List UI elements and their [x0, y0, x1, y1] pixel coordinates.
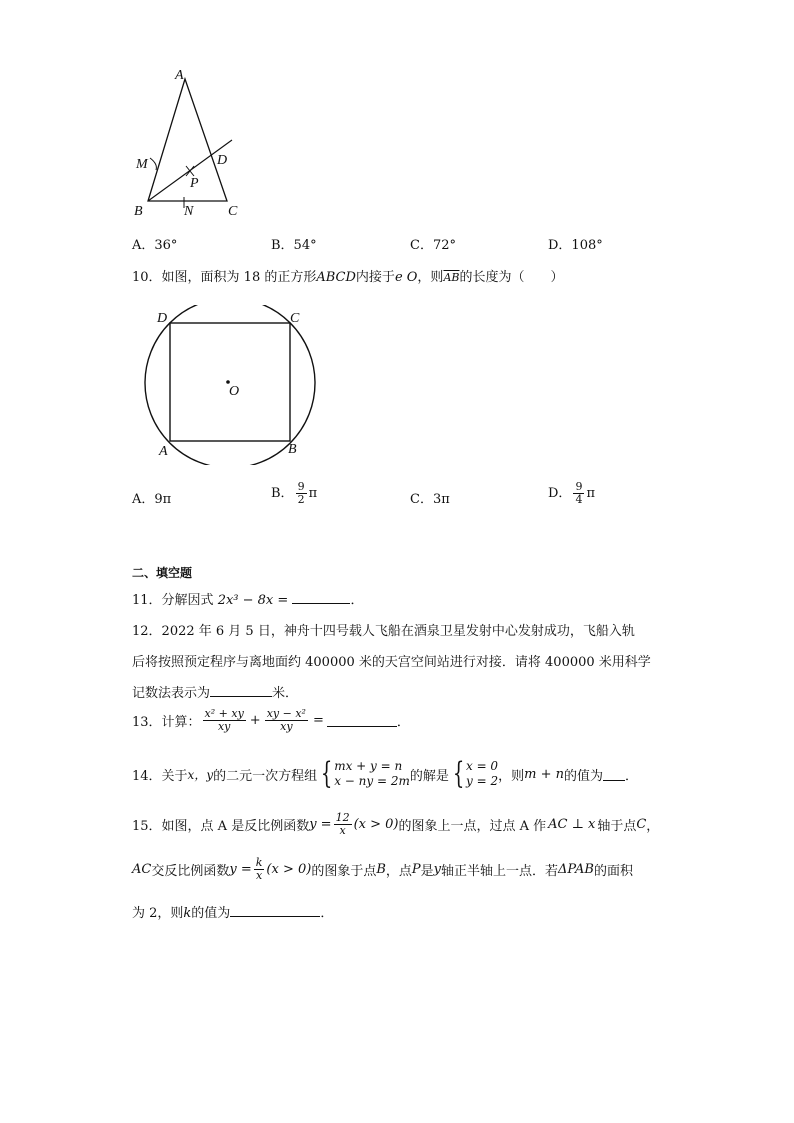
q14-mid: 的二元一次方程组 — [213, 768, 318, 784]
q10-option-d-pi: π — [586, 486, 595, 501]
q14-system-eq1: mx + y = n — [334, 759, 403, 773]
q14-vars: x，y — [187, 767, 214, 782]
arc-p — [186, 166, 194, 176]
label-a: A — [159, 444, 168, 459]
frac-num: 12 — [335, 811, 350, 824]
q11-prefix: 11．分解因式 — [132, 593, 214, 608]
q15-l3-a: 为 2，则 — [132, 906, 184, 921]
q14-end: ． — [624, 768, 638, 784]
q15-l3-end: ． — [320, 906, 334, 921]
q15-l2-triangle: ΔPAB — [558, 862, 594, 877]
q10-option-b[interactable] — [271, 481, 317, 506]
q14 — [132, 756, 638, 791]
q13-prefix: 13．计算： — [132, 715, 201, 730]
q15-l2-b: 的图象于点 — [311, 864, 377, 879]
q15-l1-fn: y = — [309, 817, 332, 832]
q15-line2 — [132, 857, 633, 882]
q13-equals: = — [312, 713, 324, 728]
q9-option-a[interactable]: A．36° — [132, 238, 178, 253]
q12-line3-suffix: 米． — [272, 686, 299, 701]
q15-l2-cond: (x > 0) — [266, 862, 312, 877]
frac-num: 9 — [575, 480, 583, 493]
q15-l2-fraction — [254, 857, 265, 882]
q11 — [132, 589, 363, 608]
q13-plus: + — [249, 713, 261, 728]
q15-l1-a: 15．如图，点 A 是反比例函数 — [132, 819, 310, 834]
q15-l2-y: y — [433, 862, 442, 877]
q15-l3-b: 的值为 — [191, 906, 231, 921]
q10-stem-circle: e O — [394, 270, 418, 285]
q12-line3 — [132, 682, 298, 701]
q14-system: { mx + y = n x − ny = 2m — [320, 756, 410, 791]
q11-answer-blank[interactable] — [292, 591, 350, 604]
q10-option-b-prefix: B． — [271, 486, 294, 501]
q13-answer-blank[interactable] — [327, 714, 397, 727]
label-c: C — [290, 311, 300, 326]
q10-stem-mid: 内接于 — [355, 270, 395, 285]
q15-l1-fraction — [334, 812, 352, 837]
q14-solution: { x = 0 y = 2 — [452, 756, 499, 791]
q9-option-c[interactable]: C．72° — [410, 238, 456, 253]
label-b: B — [134, 204, 143, 219]
q9-triangle-figure — [128, 64, 248, 224]
label-o: O — [229, 384, 240, 399]
q15-l2-a: 交反比例函数 — [151, 864, 230, 879]
label-c: C — [228, 204, 238, 219]
q14-prefix: 14．关于 — [132, 768, 188, 784]
q14-solution-text: 的解是 — [409, 768, 449, 784]
square-abcd — [170, 323, 290, 441]
frac-num: xy − x² — [266, 707, 306, 720]
q12-line1: 12．2022 年 6 月 5 日，神舟十四号载人飞船在酒泉卫星发射中心发射成功，飞船入轨 — [132, 624, 635, 639]
q12-answer-blank[interactable] — [210, 684, 272, 697]
q14-system-eq2: x − ny = 2m — [334, 774, 410, 788]
q10-stem-prefix: 10．如图，面积为 18 的正方形 — [132, 270, 317, 285]
q15-l2-e: 轴正半轴上一点．若 — [441, 864, 559, 879]
q14-tail: 的值为 — [563, 768, 603, 784]
label-a: A — [175, 68, 184, 83]
q14-solution-x: x = 0 — [465, 759, 499, 773]
q15-l1-b: 的图象上一点，过点 A 作 — [398, 819, 547, 834]
q10-stem-then: ，则 — [417, 270, 444, 285]
label-m: M — [136, 157, 148, 172]
q9-option-d[interactable]: D．108° — [548, 238, 603, 253]
q15-line3 — [132, 902, 333, 921]
q14-then: ，则 — [498, 768, 525, 784]
q14-answer-blank[interactable] — [603, 768, 625, 781]
label-d: D — [157, 311, 168, 326]
frac-num: k — [255, 856, 263, 869]
q15-l2-d: 是 — [420, 864, 434, 879]
q12-line2: 后将按照预定程序与离地面约 400000 米的天宫空间站进行对接．请将 400000 米用科学 — [132, 655, 651, 670]
q10-stem — [132, 266, 563, 285]
q15-l2-f: 的面积 — [593, 864, 633, 879]
q15-l1-cond: (x > 0) — [353, 817, 399, 832]
q10-option-d-prefix: D． — [548, 486, 572, 501]
frac-den: x — [339, 824, 346, 837]
q15-l2-point-b: B — [376, 862, 386, 877]
q9-option-b[interactable]: B．54° — [271, 238, 317, 253]
label-n: N — [184, 204, 194, 219]
q14-expr: m + n — [524, 766, 564, 782]
q15-l2-c: ，点 — [385, 864, 412, 879]
q10-option-b-pi: π — [308, 486, 318, 501]
frac-den: 2 — [297, 493, 305, 506]
frac-num: 9 — [297, 480, 305, 493]
q13 — [132, 708, 410, 733]
arc-m — [150, 158, 156, 170]
q11-suffix: ． — [350, 593, 364, 608]
q15-l1-point-c: C — [636, 817, 647, 832]
q14-solution-y: y = 2 — [465, 774, 499, 788]
q10-option-d[interactable] — [548, 481, 595, 506]
frac-den: xy — [280, 720, 293, 733]
section-title: 二、填空题 — [132, 566, 193, 580]
frac-den: 4 — [575, 493, 583, 506]
q13-fraction-2 — [265, 708, 308, 733]
q10-stem-arc: $\overline{AB}$ — [443, 271, 460, 284]
label-p: P — [190, 176, 199, 191]
q12-line3-prefix: 记数法表示为 — [132, 686, 211, 701]
q15-l2-point-p: P — [411, 862, 421, 877]
frac-den: xy — [217, 720, 231, 733]
label-d: D — [217, 153, 228, 168]
q13-suffix: ． — [396, 715, 410, 730]
q10-stem-abcd: ABCD — [316, 270, 356, 285]
frac-den: x — [255, 869, 263, 882]
label-b: B — [288, 442, 297, 457]
triangle-abc — [148, 79, 227, 201]
q15-l1-perp: AC ⊥ x — [548, 817, 596, 832]
q15-l2-ac: AC — [132, 862, 152, 877]
q10-option-c[interactable]: C．3π — [410, 492, 450, 507]
q15-l2-fn: y = — [229, 862, 252, 877]
q10-stem-suffix: 的长度为（ ） — [459, 270, 564, 285]
frac-num: x² + xy — [204, 707, 244, 720]
q10-option-a[interactable]: A．9π — [132, 492, 172, 507]
q15-line1 — [132, 812, 659, 837]
q10-circle-figure — [138, 305, 328, 465]
q10-option-b-fraction — [296, 481, 307, 506]
q15-l3-k: k — [183, 906, 192, 921]
q13-fraction-1 — [203, 708, 246, 733]
q11-expr: 2x³ − 8x = — [217, 593, 289, 608]
q10-option-d-fraction — [573, 481, 584, 506]
q15-l1-d: ， — [646, 819, 660, 834]
q15-l1-c: 轴于点 — [597, 819, 637, 834]
q15-answer-blank[interactable] — [230, 904, 320, 917]
